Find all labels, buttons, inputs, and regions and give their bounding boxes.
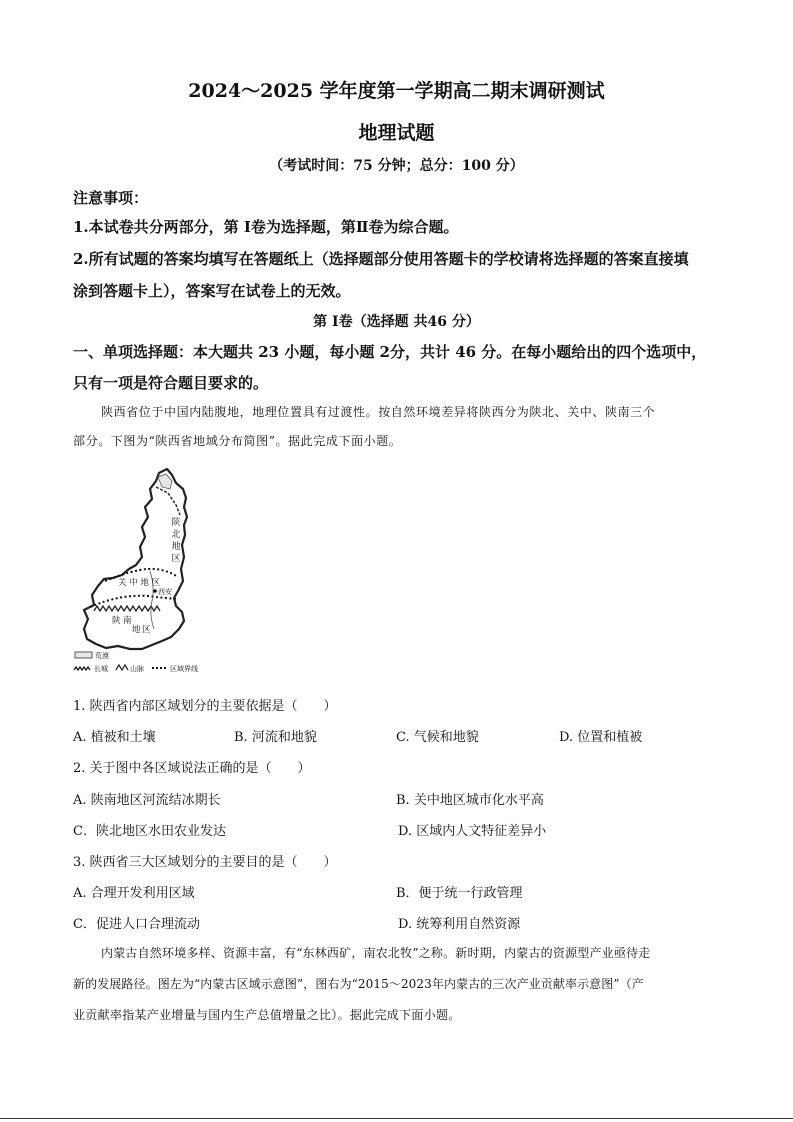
south-label-4: 区 [142, 625, 151, 635]
subject-title: 地理试题 [358, 122, 435, 144]
north-label-2: 北 [171, 530, 181, 540]
legend-boundary-label: 区域界线 [170, 665, 198, 673]
xian-label: 西安 [158, 588, 172, 596]
south-label-1: 陕 [112, 616, 121, 626]
question-1-option-d[interactable]: D. 位置和植被 [559, 730, 643, 745]
legend-mountain-symbol [116, 665, 128, 670]
question-1-option-b[interactable]: B. 河流和地貌 [234, 730, 317, 745]
exam-title: 2024～2025 学年度第一学期高二期末调研测试 [188, 80, 605, 102]
passage2-line-1: 内蒙古自然环境多样、资源丰富，有“东林西矿，南农北牧”之称。新时期，内蒙古的资源型产业亟待走 [101, 946, 651, 960]
legend-mountain-label: 山脉 [130, 665, 144, 673]
xian-marker [153, 589, 157, 593]
north-label-3: 地 [171, 542, 181, 552]
section-instruction-line-1: 一、单项选择题：本大题共 23 小题，每小题 2分，共计 46 分。在每小题给出的四个选项中， [73, 343, 707, 361]
south-label-3: 地 [132, 625, 141, 635]
question-2-option-c[interactable]: C．陕北地区水田农业发达 [73, 824, 226, 839]
question-1-option-c[interactable]: C. 气候和地貌 [396, 730, 479, 745]
legend-wall-label: 长城 [94, 665, 108, 673]
passage1-line-1: 陕西省位于中国内陆腹地，地理位置具有过渡性。按自然环境差异将陕西分为陕北、关中、陕南三个 [101, 405, 656, 419]
passage2-line-2: 新的发展路径。图左为“内蒙古区域示意图”，图右为“2015～2023年内蒙古的三次产业贡献率示意图”（产 [73, 977, 644, 991]
question-3-option-a[interactable]: A. 合理开发利用区域 [73, 886, 195, 901]
question-3-option-c[interactable]: C．促进人口合理流动 [73, 917, 200, 932]
time-info: （考试时间：75 分钟；总分：100 分） [269, 158, 524, 174]
question-3-option-d[interactable]: D. 统筹利用自然资源 [398, 917, 521, 932]
legend-desert-swatch [75, 652, 92, 658]
south-label-2: 南 [123, 616, 132, 626]
question-2-option-a[interactable]: A. 陕南地区河流结冰期长 [73, 793, 221, 808]
notice-item-2-line-1: 2.所有试题的答案均填写在答题纸上（选择题部分使用答题卡的学校请将选择题的答案直接填 [73, 250, 689, 268]
question-2-stem: 2. 关于图中各区域说法正确的是（ ） [73, 761, 311, 776]
notice-item-1: 1.本试卷共分两部分，第 Ⅰ卷为选择题，第Ⅱ卷为综合题。 [73, 218, 459, 236]
passage2-line-3: 业贡献率指某产业增量与国内生产总值增量之比）。据此完成下面小题。 [73, 1008, 461, 1022]
question-2-option-d[interactable]: D. 区域内人文特征差异小 [398, 824, 547, 839]
section-instruction-line-2: 只有一项是符合题目要求的。 [73, 374, 269, 392]
question-1-stem: 1. 陕西省内部区域划分的主要依据是（ ） [73, 699, 337, 714]
page-bottom-divider [0, 1118, 793, 1119]
shaanxi-map [72, 465, 207, 680]
passage1-line-2: 部分。下图为“陕西省地域分布简图”。据此完成下面小题。 [73, 434, 402, 448]
notice-item-2-line-2: 涂到答题卡上），答案写在试卷上的无效。 [73, 282, 351, 300]
north-label-4: 区 [171, 554, 181, 564]
question-1-option-a[interactable]: A. 植被和土壤 [73, 730, 156, 745]
guanzhong-label: 关 中 地 区 [118, 578, 161, 588]
north-label-1: 陕 [171, 518, 181, 528]
part1-heading: 第 Ⅰ卷（选择题 共46 分） [313, 314, 480, 330]
notice-heading: 注意事项： [73, 189, 149, 207]
question-3-stem: 3. 陕西省三大区域划分的主要目的是（ ） [73, 855, 337, 870]
legend-wall-symbol [74, 667, 90, 670]
question-3-option-b[interactable]: B．便于统一行政管理 [396, 886, 523, 901]
legend-desert-label: 荒漠 [95, 652, 109, 660]
question-2-option-b[interactable]: B. 关中地区城市化水平高 [396, 793, 544, 808]
